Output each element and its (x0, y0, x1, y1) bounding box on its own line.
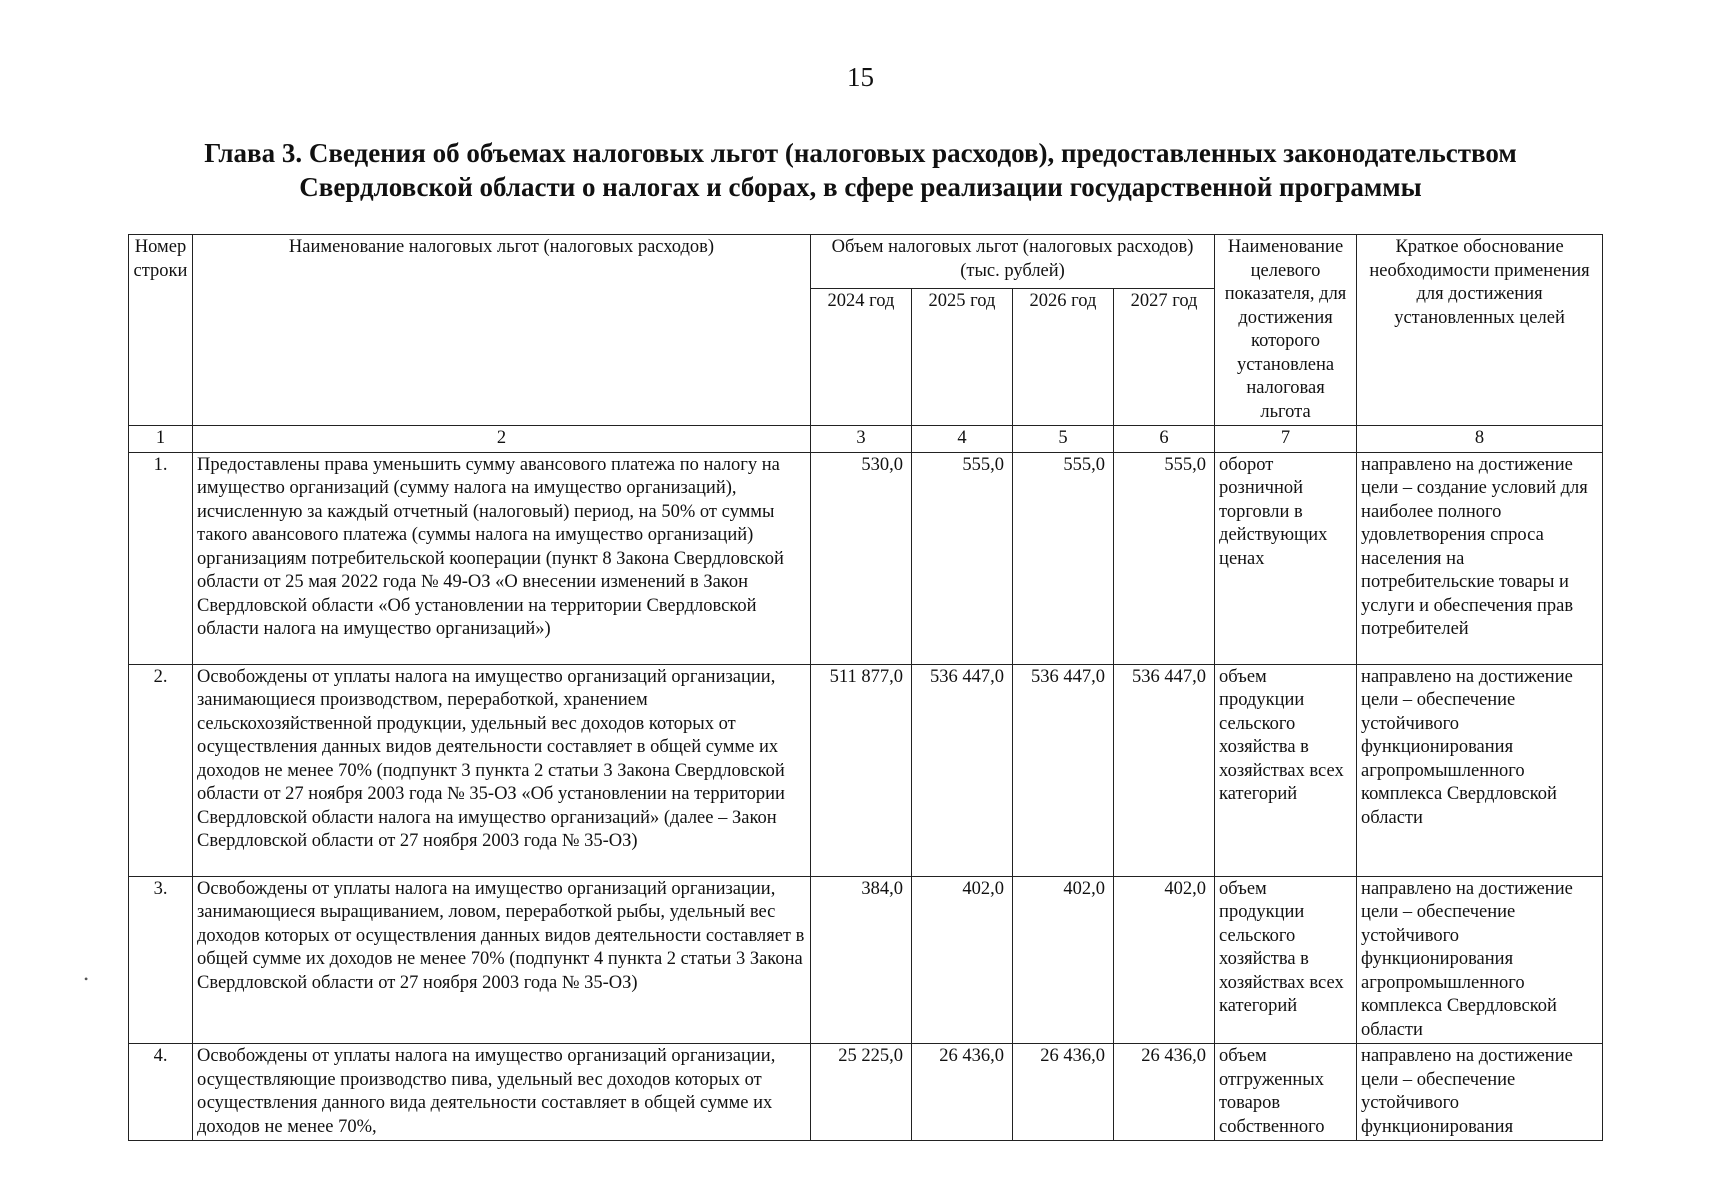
value-2026: 402,0 (1013, 876, 1114, 1044)
value-2024: 511 877,0 (811, 664, 912, 876)
column-number: 8 (1357, 426, 1603, 453)
chapter-title-line-2: Свердловской области о налогах и сборах, в сфере реализации государственной программы (299, 172, 1422, 202)
target-indicator: оборот розничной торговли в действующих ценах (1215, 452, 1357, 664)
justification: направлено на достижение цели – создание условий для наиболее полного удовлетворения спроса населения на потребительские товары и услуги и обеспечения прав потребителей (1357, 452, 1603, 664)
value-2024: 384,0 (811, 876, 912, 1044)
column-number: 5 (1013, 426, 1114, 453)
value-2025: 26 436,0 (912, 1044, 1013, 1141)
justification: направлено на достижение цели – обеспечение устойчивого функционирования агропромышленного комплекса Свердловской области (1357, 876, 1603, 1044)
column-number: 1 (129, 426, 193, 453)
page-number: 15 (847, 62, 874, 92)
value-2025: 555,0 (912, 452, 1013, 664)
column-number: 2 (193, 426, 811, 453)
value-2027: 536 447,0 (1114, 664, 1215, 876)
column-number: 6 (1114, 426, 1215, 453)
justification: направлено на достижение цели – обеспечение устойчивого функционирования агропромышленного комплекса Свердловской области (1357, 664, 1603, 876)
benefit-name: Освобождены от уплаты налога на имущество организаций организации, занимающиеся выращиванием, ловом, переработкой рыбы, удельный вес доходов которых от осуществления данных видов деятельности составляет в общей сумме их доходов не менее 70% (подпункт 4 пункта 2 статьи 3 Закона Свердловской области от 27 ноября 2003 года № 35-ОЗ) (193, 876, 811, 1044)
benefit-name: Предоставлены права уменьшить сумму авансового платежа по налогу на имущество организаций (сумму налога на имущество организаций), исчисленную за каждый отчетный (налоговый) период, на 50% от суммы такого авансового платежа (суммы налога на имущество организаций) организациям потребительской кооперации (пункт 8 Закона Свердловской области от 25 мая 2022 года № 49-ОЗ «О внесении изменений в Закон Свердловской области «Об установлении на территории Свердловской области налога на имущество организаций») (193, 452, 811, 664)
header-justification: Краткое обоснование необходимости применения для достижения установленных целей (1357, 235, 1603, 426)
table-row (129, 664, 1603, 876)
row-number: 3. (129, 876, 193, 1044)
value-2026: 536 447,0 (1013, 664, 1114, 876)
column-number: 4 (912, 426, 1013, 453)
value-2027: 402,0 (1114, 876, 1215, 1044)
column-number: 3 (811, 426, 912, 453)
header-2024: 2024 год (811, 289, 912, 426)
target-indicator: объем отгруженных товаров собственного (1215, 1044, 1357, 1141)
header-name: Наименование налоговых льгот (налоговых расходов) (193, 235, 811, 426)
tax-benefits-table (128, 234, 1603, 1141)
chapter-title-line-1: Глава 3. Сведения об объемах налоговых льгот (налоговых расходов), предоставленных законодательством (204, 138, 1517, 168)
header-row-no: Номер строки (129, 235, 193, 426)
header-2026: 2026 год (1013, 289, 1114, 426)
value-2027: 26 436,0 (1114, 1044, 1215, 1141)
benefit-name: Освобождены от уплаты налога на имущество организаций организации, занимающиеся производством, переработкой, хранением сельскохозяйственной продукции, удельный вес доходов которых от осуществления данных видов деятельности составляет в общей сумме их доходов не менее 70% (подпункт 3 пункта 2 статьи 3 Закона Свердловской области от 27 ноября 2003 года № 35-ОЗ «Об установлении на территории Свердловской области налога на имущество организаций» (далее – Закон Свердловской области от 27 ноября 2003 года № 35-ОЗ) (193, 664, 811, 876)
table-row (129, 1044, 1603, 1141)
value-2025: 536 447,0 (912, 664, 1013, 876)
scan-dot-mark: • (84, 972, 89, 986)
target-indicator: объем продукции сельского хозяйства в хозяйствах всех категорий (1215, 664, 1357, 876)
value-2026: 555,0 (1013, 452, 1114, 664)
header-2025: 2025 год (912, 289, 1013, 426)
header-indicator: Наименование целевого показателя, для достижения которого установлена налоговая льгота (1215, 235, 1357, 426)
header-volume: Объем налоговых льгот (налоговых расходов) (тыс. рублей) (811, 235, 1215, 289)
value-2025: 402,0 (912, 876, 1013, 1044)
row-number: 1. (129, 452, 193, 664)
row-number: 4. (129, 1044, 193, 1141)
value-2026: 26 436,0 (1013, 1044, 1114, 1141)
target-indicator: объем продукции сельского хозяйства в хозяйствах всех категорий (1215, 876, 1357, 1044)
value-2024: 25 225,0 (811, 1044, 912, 1141)
header-row-1 (129, 235, 1603, 289)
chapter-title (120, 136, 1601, 204)
value-2024: 530,0 (811, 452, 912, 664)
table-row (129, 876, 1603, 1044)
justification: направлено на достижение цели – обеспечение устойчивого функционирования (1357, 1044, 1603, 1141)
row-number: 2. (129, 664, 193, 876)
table-row (129, 452, 1603, 664)
value-2027: 555,0 (1114, 452, 1215, 664)
header-2027: 2027 год (1114, 289, 1215, 426)
column-number-row (129, 426, 1603, 453)
column-number: 7 (1215, 426, 1357, 453)
benefit-name: Освобождены от уплаты налога на имущество организаций организации, осуществляющие производство пива, удельный вес доходов которых от осуществления данного вида деятельности составляет в общей сумме их доходов не менее 70%, (193, 1044, 811, 1141)
